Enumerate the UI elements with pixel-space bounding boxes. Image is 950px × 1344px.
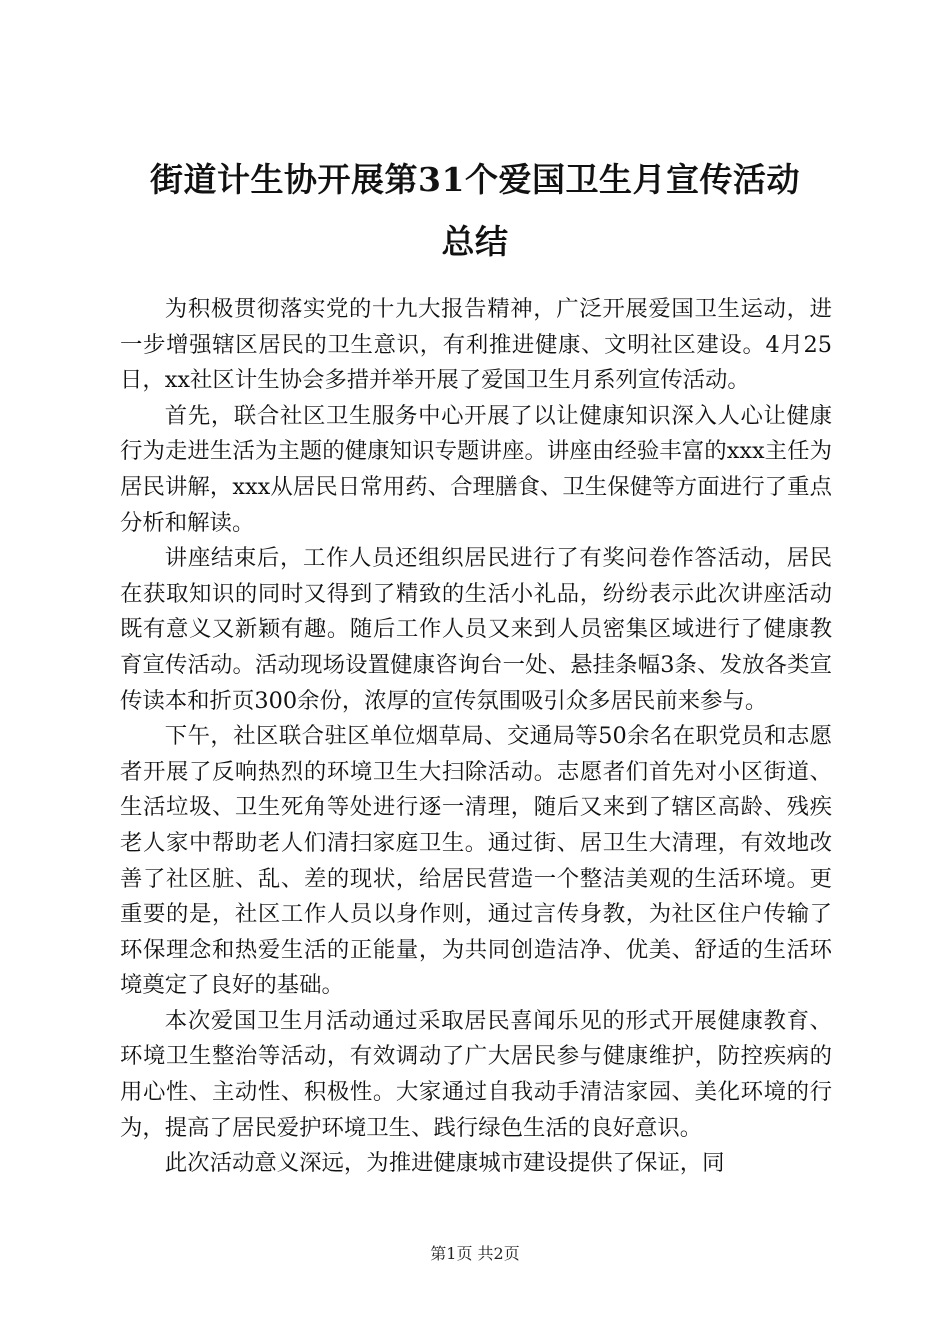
body-paragraph-1: 为积极贯彻落实党的十九大报告精神，广泛开展爱国卫生运动，进一步增强辖区居民的卫生意识，有利推进健康、文明社区建设。4月25日，xx社区计生协会多措并举开展了爱国卫生月系列宣传活动。	[120, 296, 832, 394]
document-body	[120, 292, 832, 1182]
body-paragraph-6: 此次活动意义深远，为推进健康城市建设提供了保证，同	[164, 1150, 725, 1177]
body-paragraph-4: 下午，社区联合驻区单位烟草局、交通局等50余名在职党员和志愿者开展了反响热烈的环境卫生大扫除活动。志愿者们首先对小区街道、生活垃圾、卫生死角等处进行逐一清理，随后又来到了辖区高龄、残疾老人家中帮助老人们清扫家庭卫生。通过街、居卫生大清理，有效地改善了社区脏、乱、差的现状，给居民营造一个整洁美观的生活环境。更重要的是，社区工作人员以身作则，通过言传身教，为社区住户传输了环保理念和热爱生活的正能量，为共同创造洁净、优美、舒适的生活环境奠定了良好的基础。	[120, 723, 832, 999]
document-title-line-2: 总结	[441, 222, 509, 261]
body-paragraph-5: 本次爱国卫生月活动通过采取居民喜闻乐见的形式开展健康教育、环境卫生整治等活动，有效调动了广大居民参与健康维护，防控疾病的用心性、主动性、积极性。大家通过自我动手清洁家园、美化环境的行为，提高了居民爱护环境卫生、践行绿色生活的良好意识。	[120, 1007, 832, 1141]
document-title-line-1: 街道计生协开展第31个爱国卫生月宣传活动	[150, 160, 800, 199]
body-paragraph-2: 首先，联合社区卫生服务中心开展了以让健康知识深入人心让健康行为走进生活为主题的健康知识专题讲座。讲座由经验丰富的xxx主任为居民讲解，xxx从居民日常用药、合理膳食、卫生保健等方面进行了重点分析和解读。	[120, 402, 832, 536]
page-footer: 第1页 共2页	[430, 1244, 520, 1263]
body-paragraph-3: 讲座结束后，工作人员还组织居民进行了有奖问卷作答活动，居民在获取知识的同时又得到了精致的生活小礼品，纷纷表示此次讲座活动既有意义又新颖有趣。随后工作人员又来到人员密集区域进行了健康教育宣传活动。活动现场设置健康咨询台一处、悬挂条幅3条、发放各类宣传读本和折页300余份，浓厚的宣传氛围吸引众多居民前来参与。	[120, 545, 832, 714]
